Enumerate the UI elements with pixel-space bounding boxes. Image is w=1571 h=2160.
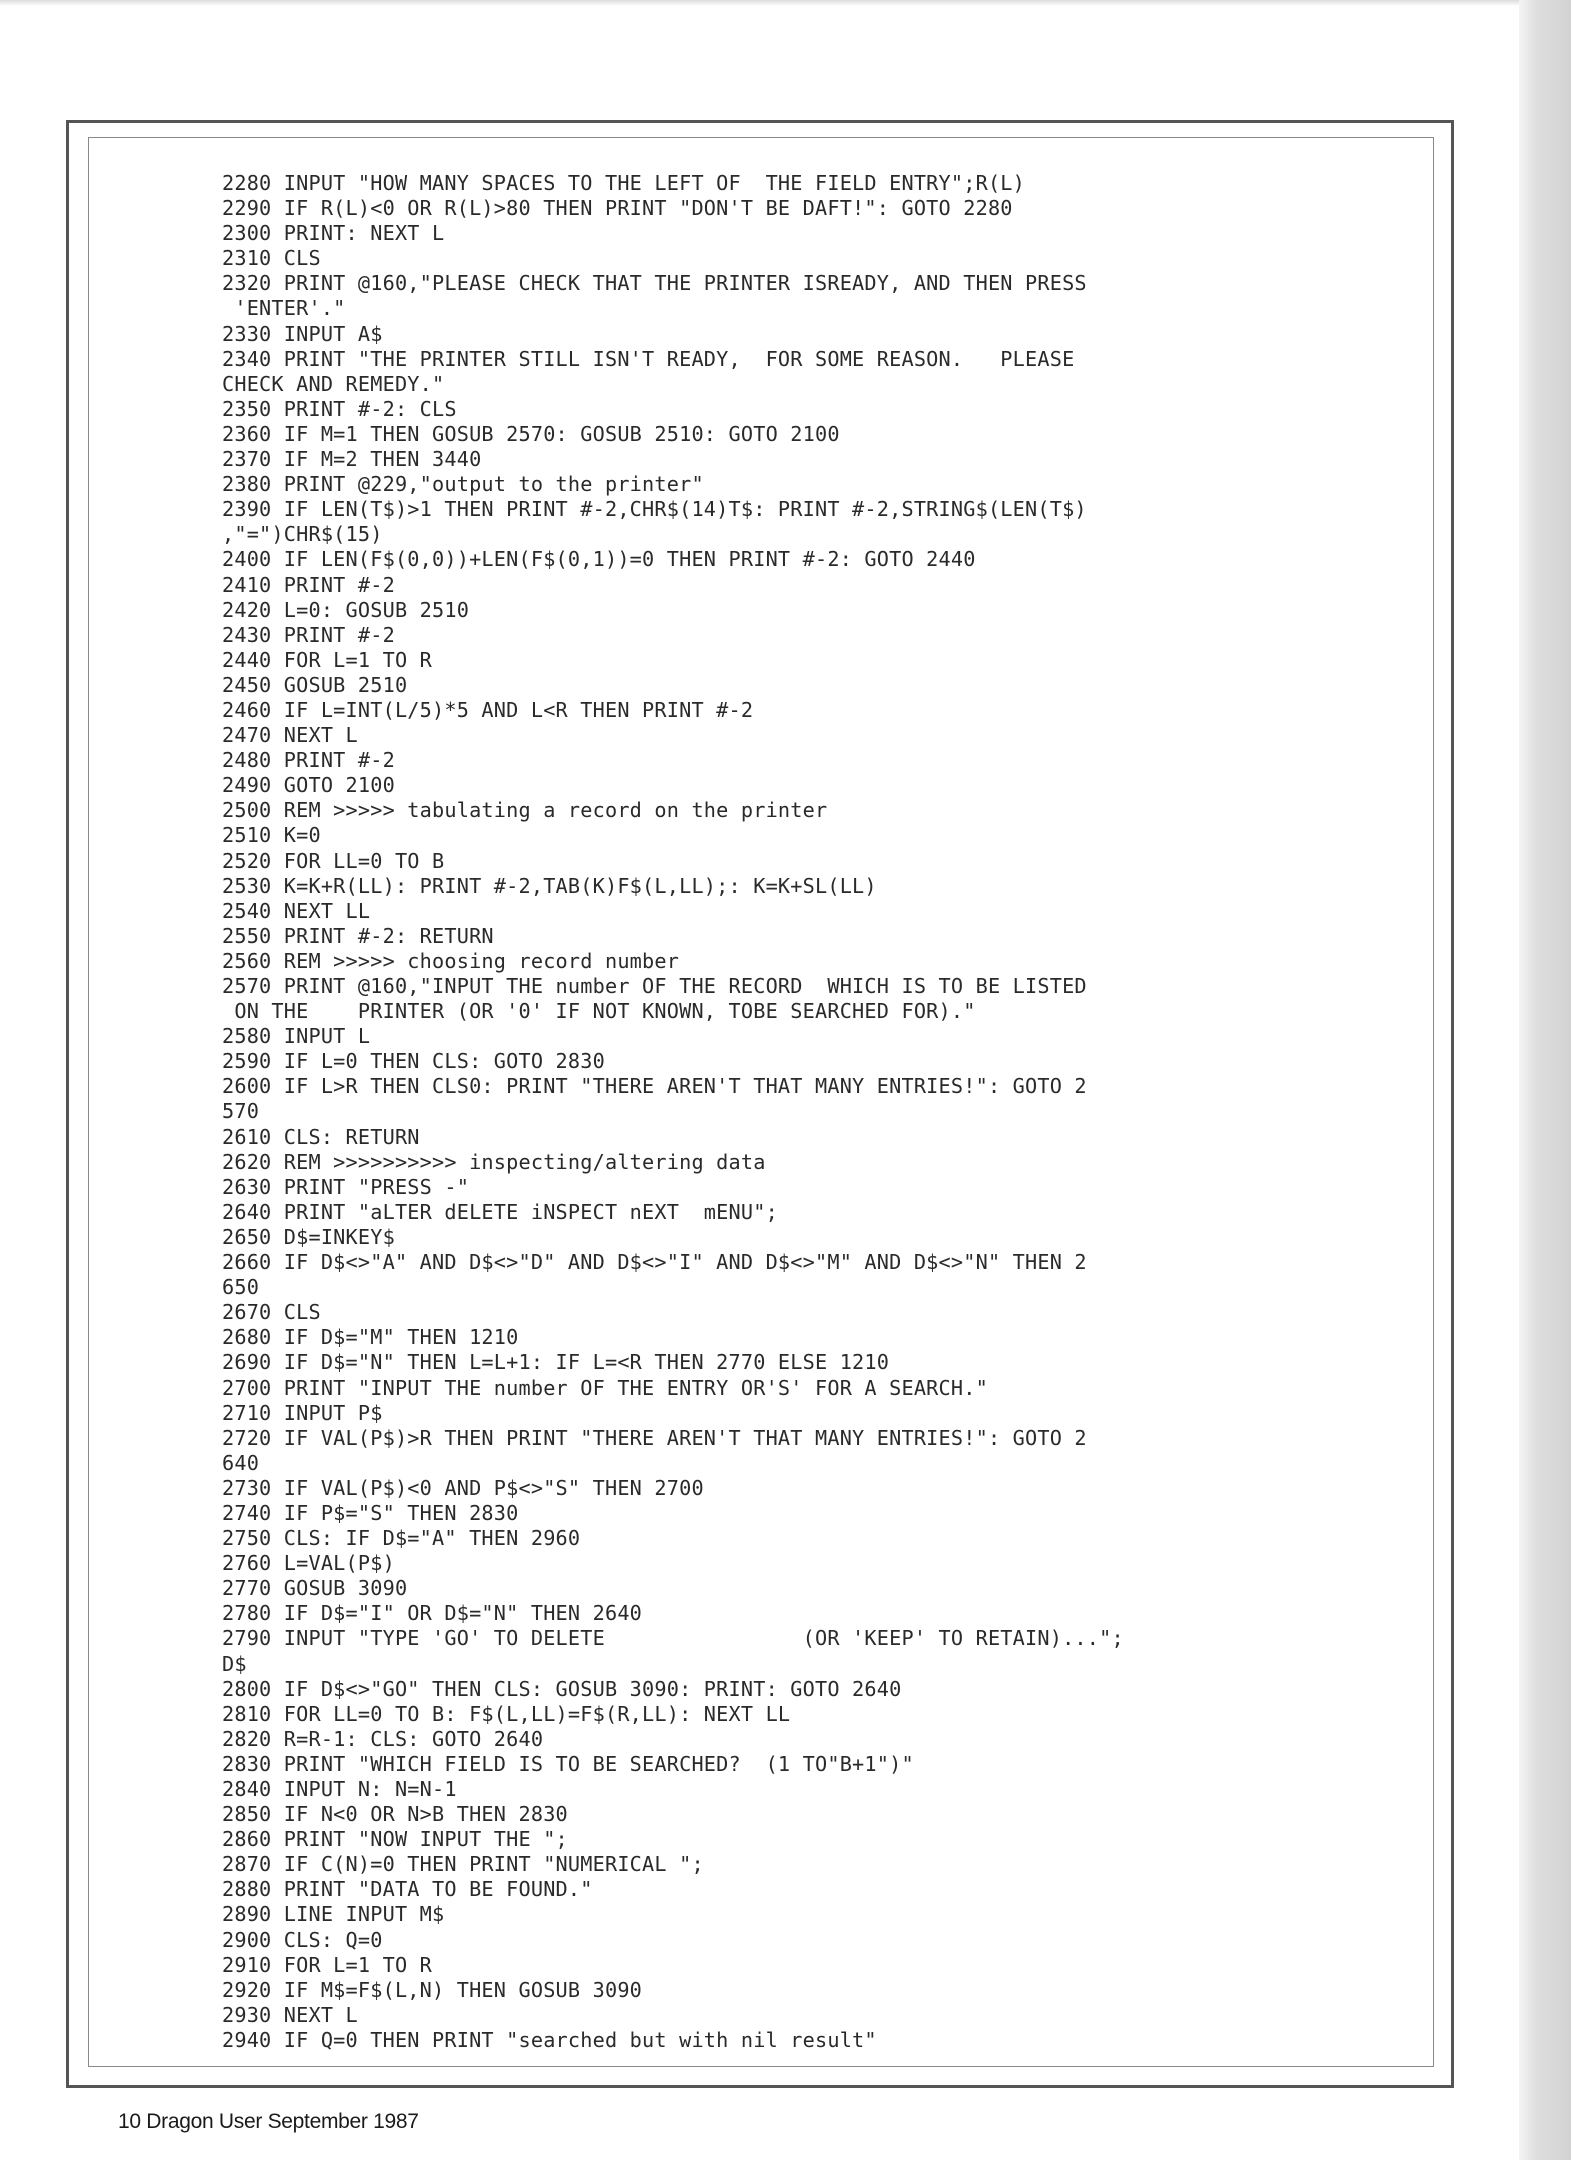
code-line: 2310 CLS (222, 246, 321, 271)
code-line: 2300 PRINT: NEXT L (222, 221, 445, 246)
code-line: 2630 PRINT "PRESS -" (222, 1174, 470, 1199)
code-line: 2730 IF VAL(P$)<0 AND P$<>"S" THEN 2700 (222, 1475, 704, 1500)
code-line: 2620 REM >>>>>>>>>> inspecting/altering data (222, 1149, 766, 1174)
code-line: 2560 REM >>>>> choosing record number (222, 948, 680, 973)
code-line: 2290 IF R(L)<0 OR R(L)>80 THEN PRINT "DON'T BE DAFT!": GOTO 2280 (222, 196, 1013, 221)
code-line: 2810 FOR LL=0 TO B: F$(L,LL)=F$(R,LL): NEXT LL (222, 1701, 791, 1726)
code-line: 2350 PRINT #-2: CLS (222, 396, 457, 421)
code-line: 2420 L=0: GOSUB 2510 (222, 597, 470, 622)
code-line: 'ENTER'." (222, 296, 346, 321)
code-line: 2520 FOR LL=0 TO B (222, 848, 445, 873)
code-line: 2890 LINE INPUT M$ (222, 1902, 445, 1927)
code-line: 2550 PRINT #-2: RETURN (222, 923, 494, 948)
code-line: 2800 IF D$<>"GO" THEN CLS: GOSUB 3090: PRINT: GOTO 2640 (222, 1676, 902, 1701)
code-line: 2320 PRINT @160,"PLEASE CHECK THAT THE PRINTER ISREADY, AND THEN PRESS (222, 271, 1087, 296)
code-line: 2490 GOTO 2100 (222, 773, 395, 798)
code-line: 2820 R=R-1: CLS: GOTO 2640 (222, 1726, 544, 1751)
code-line: 2470 NEXT L (222, 723, 358, 748)
code-line: 2940 IF Q=0 THEN PRINT "searched but with nil result" (222, 2027, 877, 2052)
code-line: 2380 PRINT @229,"output to the printer" (222, 472, 704, 497)
code-line: 2410 PRINT #-2 (222, 572, 395, 597)
code-line: 570 (222, 1099, 260, 1124)
code-line: 2680 IF D$="M" THEN 1210 (222, 1325, 519, 1350)
code-line: 2930 NEXT L (222, 2002, 358, 2027)
code-line: 2340 PRINT "THE PRINTER STILL ISN'T READY, FOR SOME REASON. PLEASE (222, 346, 1075, 371)
code-line: 2390 IF LEN(T$)>1 THEN PRINT #-2,CHR$(14)T$: PRINT #-2,STRING$(LEN(T$) (222, 497, 1087, 522)
code-line: 2280 INPUT "HOW MANY SPACES TO THE LEFT OF THE FIELD ENTRY";R(L) (222, 171, 1026, 195)
page-binding-shadow (1519, 0, 1571, 2160)
code-line: 2780 IF D$="I" OR D$="N" THEN 2640 (222, 1601, 643, 1626)
code-line: 2360 IF M=1 THEN GOSUB 2570: GOSUB 2510: GOTO 2100 (222, 421, 840, 446)
code-line: 2880 PRINT "DATA TO BE FOUND." (222, 1877, 593, 1902)
code-line: 2570 PRINT @160,"INPUT THE number OF THE RECORD WHICH IS TO BE LISTED (222, 974, 1087, 998)
code-line: 2460 IF L=INT(L/5)*5 AND L<R THEN PRINT #-2 (222, 697, 754, 722)
code-line: 2500 REM >>>>> tabulating a record on the printer (222, 798, 828, 823)
code-line: 2530 K=K+R(LL): PRINT #-2,TAB(K)F$(L,LL);: K=K+SL(LL) (222, 873, 877, 898)
code-line: ,"=")CHR$(15) (222, 522, 383, 547)
code-line: 2770 GOSUB 3090 (222, 1576, 408, 1601)
code-line: 2740 IF P$="S" THEN 2830 (222, 1500, 519, 1525)
basic-program-listing (222, 171, 1412, 2053)
code-line: 2650 D$=INKEY$ (222, 1224, 395, 1249)
page-footer: 10 Dragon User September 1987 (118, 2110, 419, 2133)
code-line: 2510 K=0 (222, 823, 321, 848)
code-line: 2760 L=VAL(P$) (222, 1551, 395, 1576)
code-line: 2330 INPUT A$ (222, 321, 383, 346)
code-line: 2540 NEXT LL (222, 898, 371, 923)
code-line: 2590 IF L=0 THEN CLS: GOTO 2830 (222, 1049, 605, 1074)
code-line: 2790 INPUT "TYPE 'GO' TO DELETE (OR 'KEEP' TO RETAIN)..."; (222, 1626, 1124, 1651)
code-line: 640 (222, 1450, 260, 1475)
code-line: 2450 GOSUB 2510 (222, 672, 408, 697)
code-line: 2700 PRINT "INPUT THE number OF THE ENTRY OR'S' FOR A SEARCH." (222, 1375, 988, 1400)
code-line: 2920 IF M$=F$(L,N) THEN GOSUB 3090 (222, 1977, 643, 2002)
code-line: 2370 IF M=2 THEN 3440 (222, 447, 482, 472)
code-line: 2900 CLS: Q=0 (222, 1927, 383, 1952)
code-line: 2400 IF LEN(F$(0,0))+LEN(F$(0,1))=0 THEN PRINT #-2: GOTO 2440 (222, 547, 976, 572)
scan-top-edge (0, 0, 1520, 6)
code-line: 2580 INPUT L (222, 1024, 371, 1049)
code-line: 2610 CLS: RETURN (222, 1124, 420, 1149)
code-line: 2660 IF D$<>"A" AND D$<>"D" AND D$<>"I" AND D$<>"M" AND D$<>"N" THEN 2 (222, 1250, 1087, 1275)
code-line: ON THE PRINTER (OR '0' IF NOT KNOWN, TOBE SEARCHED FOR)." (222, 999, 976, 1024)
code-line: 2850 IF N<0 OR N>B THEN 2830 (222, 1802, 568, 1827)
code-line: 2480 PRINT #-2 (222, 748, 395, 773)
code-line: 2440 FOR L=1 TO R (222, 647, 433, 672)
code-line: 2710 INPUT P$ (222, 1400, 383, 1425)
code-line: 2640 PRINT "aLTER dELETE iNSPECT nEXT mENU"; (222, 1199, 778, 1224)
code-line: 2670 CLS (222, 1300, 321, 1325)
code-line: 2750 CLS: IF D$="A" THEN 2960 (222, 1526, 581, 1551)
code-line: 2830 PRINT "WHICH FIELD IS TO BE SEARCHED? (1 TO"B+1")" (222, 1751, 914, 1776)
code-line: 2860 PRINT "NOW INPUT THE "; (222, 1827, 568, 1852)
code-line: CHECK AND REMEDY." (222, 371, 445, 396)
code-line: 2910 FOR L=1 TO R (222, 1952, 433, 1977)
code-line: 2870 IF C(N)=0 THEN PRINT "NUMERICAL "; (222, 1852, 704, 1877)
code-line: 650 (222, 1275, 260, 1300)
code-line: 2840 INPUT N: N=N-1 (222, 1777, 457, 1801)
code-line: 2720 IF VAL(P$)>R THEN PRINT "THERE AREN'T THAT MANY ENTRIES!": GOTO 2 (222, 1425, 1087, 1450)
code-line: D$ (222, 1651, 247, 1676)
code-line: 2690 IF D$="N" THEN L=L+1: IF L=<R THEN 2770 ELSE 1210 (222, 1350, 890, 1375)
code-line: 2600 IF L>R THEN CLS0: PRINT "THERE AREN'T THAT MANY ENTRIES!": GOTO 2 (222, 1074, 1087, 1099)
code-line: 2430 PRINT #-2 (222, 622, 395, 647)
